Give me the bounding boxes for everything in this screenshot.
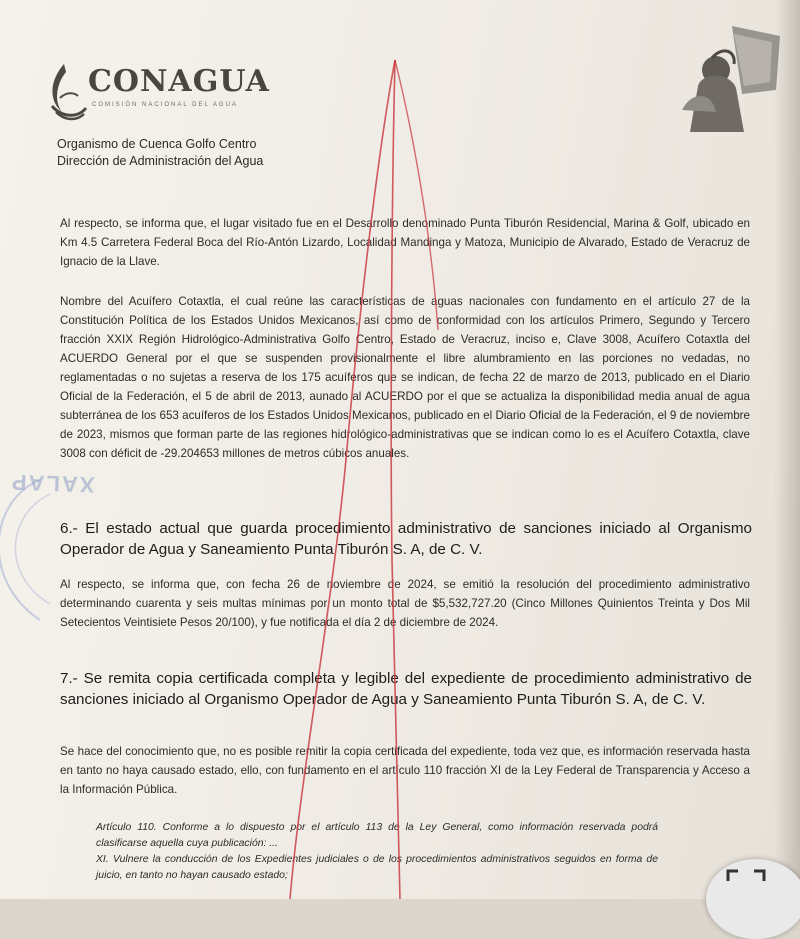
paragraph-visited-site: Al respecto, se informa que, el lugar visitado fue en el Desarrollo denominado Punta Tiburón Residencial, Marina & Golf, ubicado en Km 4.5 Carretera Federal Boca del Río-Antón Lizardo, Localidad Mandinga y Matoza, Municipio de Alvarado, Estado de Veracruz de Ignacio de la Llave. (60, 217, 750, 268)
page-edge-shadow (774, 0, 800, 899)
conagua-logo (44, 62, 284, 126)
conagua-wave-icon (44, 62, 88, 122)
quote-fraction-xi: XI. Vulnere la conducción de los Expedientes judiciales o de los procedimientos administrativos seguidos en forma de juicio, en tanto no hayan causado estado; (96, 854, 658, 881)
expand-icon (724, 867, 768, 895)
logo-subtitle: COMISIÓN NACIONAL DEL AGUA (92, 102, 238, 108)
issuing-office (57, 136, 263, 170)
logo-wordmark: CONAGUA (88, 64, 270, 99)
quote-article-110: Artículo 110. Conforme a lo dispuesto por el artículo 113 de la Ley General, como información reservada podrá clasificarse aquella cuya publicación: ... (96, 822, 658, 849)
paragraph-reserved-info: Se hace del conocimiento que, no es posible remitir la copia certificada del expediente, toda vez que, es información reservada hasta en tanto no haya causado estado, ello, con fundamento en el artículo 110 fracción XI de la Ley Federal de Transparencia y Acceso a la Información Pública. (60, 745, 750, 796)
section-7-heading: 7.- Se remita copia certificada completa y legible del expediente de procedimiento administrativo de sanciones iniciado al Organismo Operador de Agua y Saneamiento Punta Tiburón S. A, de C. V. (60, 670, 752, 708)
org-line-direction: Dirección de Administración del Agua (57, 154, 264, 168)
stamp-seal (0, 470, 60, 630)
stamp-text: XALAP (9, 469, 95, 498)
org-line-basin: Organismo de Cuenca Golfo Centro (57, 137, 257, 151)
national-seal-icon (672, 20, 784, 140)
paragraph-aquifer: Nombre del Acuífero Cotaxtla, el cual reúne las características de aguas nacionales con fundamento en el artículo 27 de la Constitución Política de los Estados Unidos Mexicanos, así como de conformidad con los artículos Primero, Segundo y Tercero fracción XXIX Región Hidrológico-Administrativa Golfo Centro, Estado de Veracruz, inciso e, Clave 3008, Acuífero Cotaxtla del ACUERDO General por el que se suspenden provisionalmente el libre alumbramiento en las porciones no vedadas, no reglamentadas o no sujetas a reserva de los 175 acuíferos que se indican, de fecha 22 de marzo de 2013, publicado en el Diario Oficial de la Federación, el 5 de abril de 2013, aunado al ACUERDO por el que se actualiza la disponibilidad media anual de agua subterránea de los 653 acuíferos de los Estados Unidos Mexicanos, publicado en el Diario Oficial de la Federación, el 9 de noviembre de 2023, mismos que forman parte de las regiones hidrológico-administrativas que se indican como lo es el Acuífero Cotaxtla, clave 3008 con déficit de -29.204653 millones de metros cúbicos anuales. (60, 295, 750, 460)
paragraph-sanction-resolution: Al respecto, se informa que, con fecha 26 de noviembre de 2024, se emitió la resolución del procedimiento administrativo determinando cuarenta y seis multas mínimas por un monto total de $5,532,727.20 (Cinco Millones Quinientos Treinta y Dos Mil Setecientos Veintisiete Pesos 20/100), y fue notificada el día 2 de diciembre de 2024. (60, 578, 750, 629)
expand-button[interactable] (706, 859, 800, 939)
section-6-heading: 6.- El estado actual que guarda procedimiento administrativo de sanciones iniciado al Organismo Operador de Agua y Saneamiento Punta Tiburón S. A, de C. V. (60, 520, 752, 558)
